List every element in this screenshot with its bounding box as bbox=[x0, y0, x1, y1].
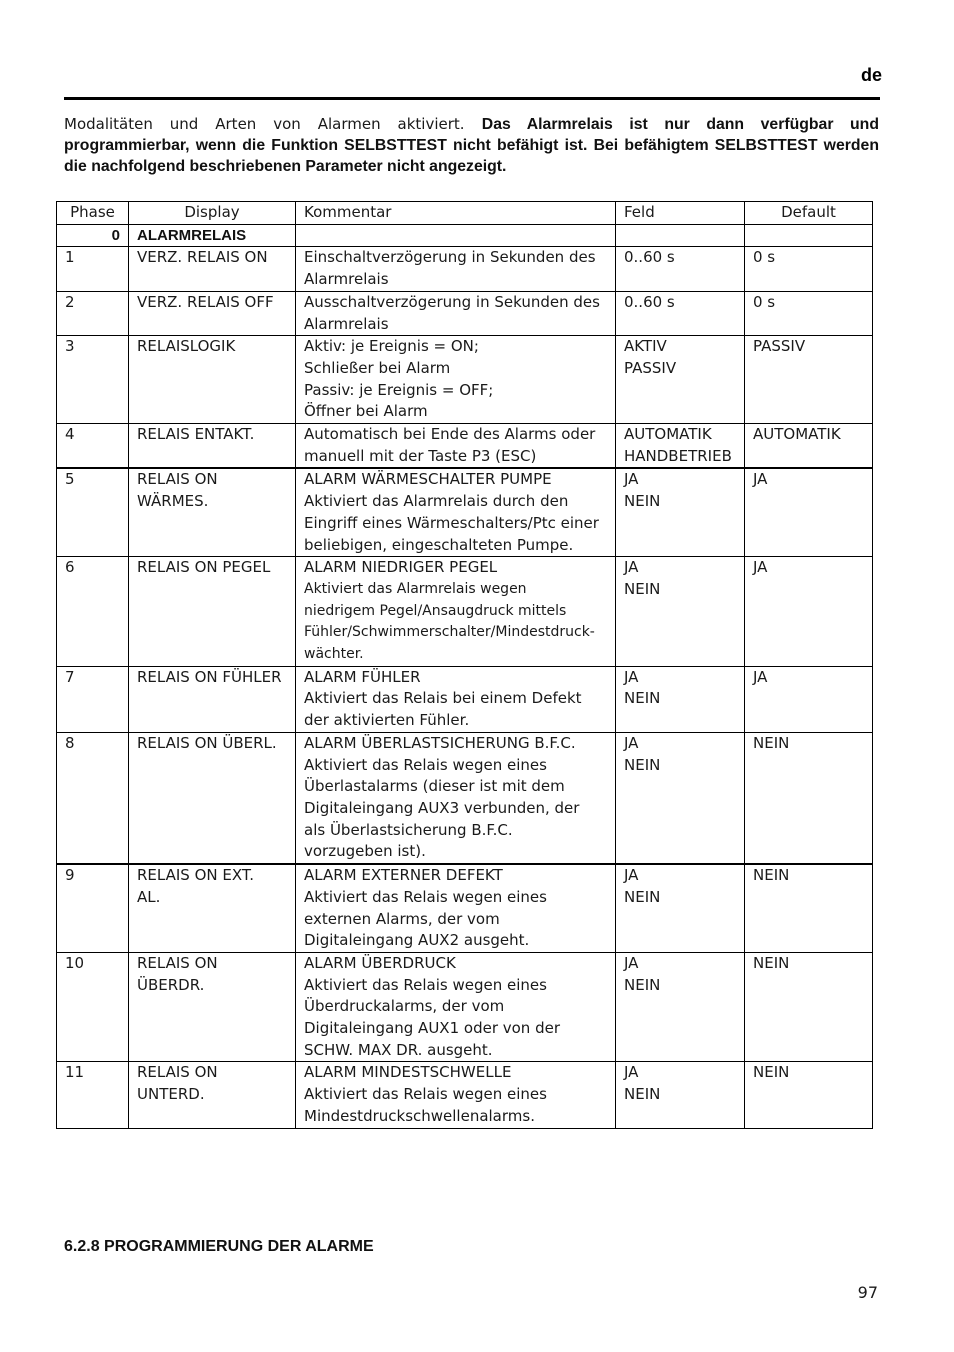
cell-text-line: JA bbox=[624, 953, 639, 972]
cell-feld bbox=[616, 864, 745, 952]
cell-kommentar bbox=[296, 952, 616, 1062]
cell-feld bbox=[616, 666, 745, 732]
header-rule bbox=[64, 97, 880, 100]
cell-text-line: Passiv: je Ereignis = OFF; bbox=[304, 380, 494, 399]
table-row bbox=[57, 336, 873, 424]
cell-text-line: Alarmrelais bbox=[304, 314, 389, 333]
cell-text-line: JA bbox=[624, 866, 639, 885]
cell-text-line: Ausschaltverzögerung in Sekunden des bbox=[304, 292, 600, 311]
cell-text-line: NEIN bbox=[624, 492, 661, 511]
cell-text-line: AUTOMATIK bbox=[753, 425, 841, 444]
cell-text-line: NEIN bbox=[624, 1085, 661, 1104]
table-row bbox=[57, 952, 873, 1062]
cell-text-line: Fühler/Schwimmerschalter/Mindestdruck- bbox=[304, 624, 595, 641]
table-row bbox=[57, 291, 873, 335]
cell-text-line: vorzugeben ist). bbox=[304, 842, 426, 861]
alarm-relay-parameter-table bbox=[56, 201, 873, 1129]
cell-text-line: ALARMRELAIS bbox=[137, 226, 247, 244]
cell-text-line: RELAIS ON bbox=[137, 470, 218, 489]
cell-kommentar bbox=[296, 864, 616, 952]
cell-text-line: PASSIV bbox=[753, 337, 806, 356]
cell-phase bbox=[57, 1062, 129, 1128]
cell-text-line: 0..60 s bbox=[624, 248, 675, 267]
cell-text-line: 0 s bbox=[753, 292, 776, 311]
cell-feld bbox=[616, 224, 745, 247]
table-body bbox=[57, 224, 873, 1128]
cell-display bbox=[129, 1062, 296, 1128]
cell-phase bbox=[57, 224, 129, 247]
cell-text-line: JA bbox=[753, 667, 768, 686]
cell-text-line: ALARM WÄRMESCHALTER PUMPE bbox=[304, 470, 552, 489]
cell-feld bbox=[616, 291, 745, 335]
cell-display bbox=[129, 247, 296, 291]
cell-text-line: Aktiviert das Relais wegen eines bbox=[304, 887, 547, 906]
table-row bbox=[57, 247, 873, 291]
cell-phase bbox=[57, 666, 129, 732]
cell-display bbox=[129, 468, 296, 556]
cell-text-line: RELAIS ENTAKT. bbox=[137, 425, 255, 444]
cell-display bbox=[129, 952, 296, 1062]
cell-display bbox=[129, 424, 296, 469]
cell-text-line: niedrigem Pegel/Ansaugdruck mittels bbox=[304, 602, 567, 619]
cell-feld bbox=[616, 952, 745, 1062]
cell-text-line: NEIN bbox=[624, 579, 661, 598]
cell-text-line: 1 bbox=[65, 248, 75, 267]
intro-line bbox=[64, 113, 879, 135]
cell-text-line: Aktiv: je Ereignis = ON; bbox=[304, 337, 479, 356]
cell-text-line: ALARM NIEDRIGER PEGEL bbox=[304, 558, 498, 577]
cell-text-line: RELAIS ON FÜHLER bbox=[137, 667, 282, 686]
cell-default bbox=[745, 224, 873, 247]
intro-paragraph bbox=[64, 113, 879, 178]
table-row bbox=[57, 666, 873, 732]
column-header-phase: Phase bbox=[57, 202, 129, 225]
cell-kommentar bbox=[296, 224, 616, 247]
cell-text-line: UNTERD. bbox=[137, 1085, 205, 1104]
cell-text-line: RELAIS ON PEGEL bbox=[137, 558, 271, 577]
cell-feld bbox=[616, 336, 745, 424]
cell-text-line: 4 bbox=[65, 425, 75, 444]
cell-text-line: ALARM MINDESTSCHWELLE bbox=[304, 1063, 512, 1082]
cell-text-line: JA bbox=[624, 667, 639, 686]
cell-default bbox=[745, 732, 873, 864]
cell-text-line: Aktiviert das Alarmrelais durch den bbox=[304, 492, 569, 511]
cell-kommentar bbox=[296, 247, 616, 291]
cell-feld bbox=[616, 557, 745, 667]
cell-text-line: NEIN bbox=[753, 953, 790, 972]
cell-feld bbox=[616, 424, 745, 469]
cell-kommentar bbox=[296, 666, 616, 732]
cell-default bbox=[745, 424, 873, 469]
cell-text-line: NEIN bbox=[624, 975, 661, 994]
cell-text-line: NEIN bbox=[624, 755, 661, 774]
cell-text-line: AL. bbox=[137, 887, 161, 906]
cell-kommentar bbox=[296, 732, 616, 864]
cell-text-line: NEIN bbox=[624, 887, 661, 906]
cell-text-line: JA bbox=[624, 470, 639, 489]
cell-text-line: ALARM ÜBERLASTSICHERUNG B.F.C. bbox=[304, 733, 576, 752]
cell-default bbox=[745, 864, 873, 952]
cell-text-line: 3 bbox=[65, 337, 75, 356]
column-header-kommentar: Kommentar bbox=[296, 202, 616, 225]
cell-text-line: RELAIS ON bbox=[137, 953, 218, 972]
cell-text-line: Eingriff eines Wärmeschalters/Ptc einer bbox=[304, 513, 599, 532]
cell-text-line: 8 bbox=[65, 733, 75, 752]
cell-text-line: Aktiviert das Relais bei einem Defekt bbox=[304, 689, 582, 708]
cell-text-line: JA bbox=[753, 558, 768, 577]
language-tag: de bbox=[860, 65, 882, 85]
cell-text-line: ALARM ÜBERDRUCK bbox=[304, 953, 456, 972]
cell-phase bbox=[57, 468, 129, 556]
cell-text-line: externen Alarms, der vom bbox=[304, 909, 500, 928]
table-row bbox=[57, 864, 873, 952]
cell-text-line: manuell mit der Taste P3 (ESC) bbox=[304, 446, 537, 465]
cell-text-line: 0 s bbox=[753, 248, 776, 267]
cell-text-line: Mindestdruckschwellenalarms. bbox=[304, 1106, 535, 1125]
cell-text-line: JA bbox=[624, 733, 639, 752]
cell-default bbox=[745, 666, 873, 732]
cell-display bbox=[129, 224, 296, 247]
cell-text-line: wächter. bbox=[304, 646, 364, 663]
cell-text-line: 7 bbox=[65, 667, 75, 686]
cell-phase bbox=[57, 336, 129, 424]
cell-text-line: NEIN bbox=[753, 1063, 790, 1082]
cell-feld bbox=[616, 1062, 745, 1128]
cell-default bbox=[745, 1062, 873, 1128]
cell-text-line: 9 bbox=[65, 866, 75, 885]
cell-default bbox=[745, 336, 873, 424]
cell-display bbox=[129, 732, 296, 864]
cell-text-line: HANDBETRIEB bbox=[624, 446, 732, 465]
cell-text-line: Überdruckalarms, der vom bbox=[304, 997, 505, 1016]
cell-text-line: ALARM FÜHLER bbox=[304, 667, 421, 686]
cell-phase bbox=[57, 247, 129, 291]
cell-phase bbox=[57, 291, 129, 335]
cell-phase bbox=[57, 732, 129, 864]
cell-text-line: RELAIS ON ÜBERL. bbox=[137, 733, 277, 752]
cell-text-line: JA bbox=[753, 470, 768, 489]
table-row bbox=[57, 224, 873, 247]
cell-default bbox=[745, 247, 873, 291]
intro-text-regular: Modalitäten und Arten von Alarmen aktiviert. bbox=[64, 115, 465, 133]
cell-text-line: Aktiviert das Relais wegen eines bbox=[304, 755, 547, 774]
cell-default bbox=[745, 291, 873, 335]
cell-feld bbox=[616, 468, 745, 556]
table-row bbox=[57, 1062, 873, 1128]
table-row bbox=[57, 557, 873, 667]
cell-text-line: Aktiviert das Alarmrelais wegen bbox=[304, 580, 527, 597]
cell-text-line: 5 bbox=[65, 470, 75, 489]
intro-text-emphasis: Das Alarmrelais ist nur dann verfügbar und bbox=[481, 116, 879, 133]
cell-kommentar bbox=[296, 336, 616, 424]
cell-display bbox=[129, 666, 296, 732]
cell-text-line: Einschaltverzögerung in Sekunden des bbox=[304, 248, 596, 267]
cell-phase bbox=[57, 952, 129, 1062]
cell-text-line: AKTIV bbox=[624, 337, 667, 356]
column-header-display: Display bbox=[129, 202, 296, 225]
cell-text-line: der aktivierten Fühler. bbox=[304, 711, 470, 730]
cell-text-line: 6 bbox=[65, 558, 75, 577]
cell-text-line: RELAIS ON EXT. bbox=[137, 866, 255, 885]
cell-text-line: RELAIS ON bbox=[137, 1063, 218, 1082]
column-header-default: Default bbox=[745, 202, 873, 225]
cell-phase bbox=[57, 864, 129, 952]
cell-display bbox=[129, 557, 296, 667]
cell-text-line: beliebigen, eingeschalteten Pumpe. bbox=[304, 535, 574, 554]
cell-display bbox=[129, 336, 296, 424]
cell-kommentar bbox=[296, 424, 616, 469]
cell-text-line: 0 bbox=[111, 226, 120, 244]
cell-text-line: JA bbox=[624, 1063, 639, 1082]
section-heading: 6.2.8 PROGRAMMIERUNG DER ALARME bbox=[64, 1238, 374, 1255]
cell-text-line: Automatisch bei Ende des Alarms oder bbox=[304, 425, 596, 444]
table-header-row bbox=[57, 202, 873, 225]
cell-text-line: ÜBERDR. bbox=[137, 975, 205, 994]
cell-text-line: NEIN bbox=[624, 689, 661, 708]
cell-default bbox=[745, 952, 873, 1062]
cell-kommentar bbox=[296, 557, 616, 667]
page-number: 97 bbox=[857, 1283, 878, 1302]
cell-text-line: VERZ. RELAIS ON bbox=[137, 248, 268, 267]
cell-kommentar bbox=[296, 468, 616, 556]
cell-text-line: JA bbox=[624, 558, 639, 577]
cell-text-line: Digitaleingang AUX3 verbunden, der bbox=[304, 798, 580, 817]
cell-text-line: Überlastalarms (dieser ist mit dem bbox=[304, 777, 565, 796]
cell-phase bbox=[57, 424, 129, 469]
intro-line: die nachfolgend beschriebenen Parameter nicht angezeigt. bbox=[64, 158, 507, 175]
cell-text-line: Digitaleingang AUX1 oder von der bbox=[304, 1019, 560, 1038]
cell-text-line: als Überlastsicherung B.F.C. bbox=[304, 820, 513, 839]
cell-text-line: Alarmrelais bbox=[304, 270, 389, 289]
cell-feld bbox=[616, 732, 745, 864]
cell-text-line: WÄRMES. bbox=[137, 492, 209, 511]
cell-text-line: VERZ. RELAIS OFF bbox=[137, 292, 274, 311]
cell-text-line: SCHW. MAX DR. ausgeht. bbox=[304, 1040, 493, 1059]
cell-text-line: 0..60 s bbox=[624, 292, 675, 311]
table-row bbox=[57, 424, 873, 469]
cell-phase bbox=[57, 557, 129, 667]
cell-text-line: NEIN bbox=[753, 733, 790, 752]
cell-text-line: ALARM EXTERNER DEFEKT bbox=[304, 866, 503, 885]
cell-text-line: RELAISLOGIK bbox=[137, 337, 236, 356]
cell-feld bbox=[616, 247, 745, 291]
column-header-feld: Feld bbox=[616, 202, 745, 225]
intro-line: programmierbar, wenn die Funktion SELBSTTEST nicht befähigt ist. Bei befähigtem SELBSTTEST werden bbox=[64, 136, 879, 154]
cell-kommentar bbox=[296, 291, 616, 335]
cell-text-line: Aktiviert das Relais wegen eines bbox=[304, 1085, 547, 1104]
cell-text-line: 2 bbox=[65, 292, 75, 311]
cell-text-line: Digitaleingang AUX2 ausgeht. bbox=[304, 931, 530, 950]
cell-default bbox=[745, 557, 873, 667]
cell-text-line: 10 bbox=[65, 953, 85, 972]
table-row bbox=[57, 732, 873, 864]
cell-text-line: PASSIV bbox=[624, 358, 677, 377]
cell-default bbox=[745, 468, 873, 556]
cell-text-line: Öffner bei Alarm bbox=[304, 402, 428, 421]
cell-text-line: 11 bbox=[65, 1063, 85, 1082]
cell-kommentar bbox=[296, 1062, 616, 1128]
cell-text-line: NEIN bbox=[753, 866, 790, 885]
cell-display bbox=[129, 291, 296, 335]
cell-text-line: Schließer bei Alarm bbox=[304, 358, 451, 377]
cell-text-line: Aktiviert das Relais wegen eines bbox=[304, 975, 547, 994]
table-row bbox=[57, 468, 873, 556]
cell-text-line: AUTOMATIK bbox=[624, 425, 712, 444]
cell-display bbox=[129, 864, 296, 952]
